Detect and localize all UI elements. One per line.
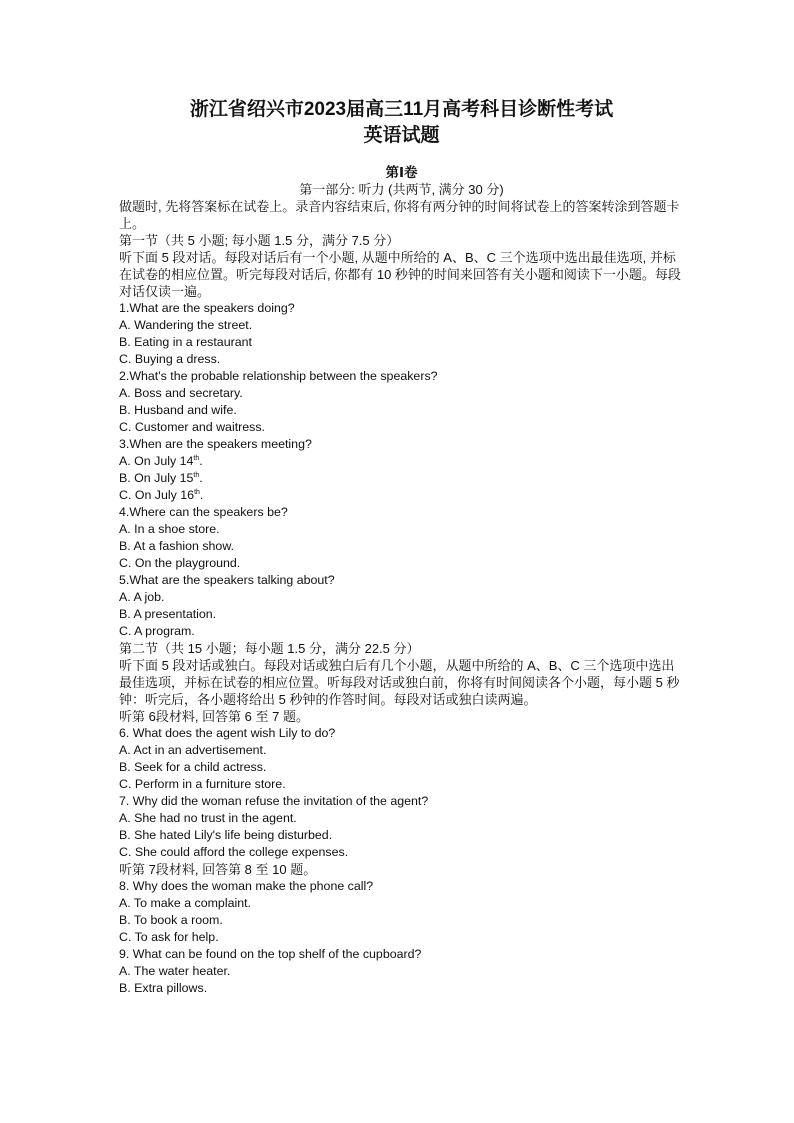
ordinal-suffix: th [194, 488, 200, 496]
option-b: B. Eating in a restaurant [119, 335, 252, 349]
option-c [119, 487, 684, 504]
volume-label: 第Ⅰ卷 [385, 165, 418, 180]
option-a [119, 453, 684, 470]
question-stem: 5.What are the speakers talking about? [119, 573, 335, 587]
option-end: . [199, 488, 204, 502]
question-stem: 2.What's the probable relationship between the speakers? [119, 369, 438, 383]
question-stem: 3.When are the speakers meeting? [119, 437, 312, 451]
option-end: . [199, 454, 203, 468]
section-one-instructions: 听下面 5 段对话。每段对话后有一个小题, 从题中所给的 A、B、C 三个选项中选出最佳选项, 并标在试卷的相应位置。听完每段对话后, 你都有 10 秒钟的时间来回答有关小题和阅读下一小题。每段对话仅读一遍。 [119, 250, 681, 299]
option-b: B. Extra pillows. [119, 981, 208, 995]
option-b-text: B. On July 15 [119, 471, 194, 485]
option-b: B. At a fashion show. [119, 539, 235, 553]
option-a: A. Act in an advertisement. [119, 743, 267, 757]
option-b: B. To book a room. [119, 913, 223, 927]
option-a: A. Boss and secretary. [119, 386, 243, 400]
title-block [119, 97, 684, 149]
question-stem: 1.What are the speakers doing? [119, 301, 295, 315]
option-a: A. In a shoe store. [119, 522, 220, 536]
question-stem: 8. Why does the woman make the phone call? [119, 879, 374, 893]
option-c: C. A program. [119, 624, 195, 638]
option-a: A. The water heater. [119, 964, 231, 978]
option-a: A. A job. [119, 590, 165, 604]
option-c: C. Buying a dress. [119, 352, 221, 366]
option-b: B. She hated Lily's life being disturbed. [119, 828, 333, 842]
option-c-text: C. On July 16 [119, 488, 195, 502]
question-stem: 7. Why did the woman refuse the invitation of the agent? [119, 794, 429, 808]
question-stem: 6. What does the agent wish Lily to do? [119, 726, 336, 740]
option-a-text: A. On July 14 [119, 454, 194, 468]
option-c: C. On the playground. [119, 556, 241, 570]
ordinal-suffix: th [193, 471, 200, 479]
option-b [119, 470, 684, 487]
question-6 [119, 725, 684, 793]
question-7 [119, 793, 684, 861]
material-6-instruction: 听第 6段材料, 回答第 6 至 7 题。 [119, 709, 309, 724]
question-stem: 9. What can be found on the top shelf of the cupboard? [119, 947, 422, 961]
question-8 [119, 878, 684, 946]
section-two-title: 第二节（共 15 小题；每小题 1.5 分，满分 22.5 分） [119, 641, 420, 656]
question-3 [119, 436, 684, 504]
question-5 [119, 572, 684, 640]
material-7-instruction: 听第 7段材料, 回答第 8 至 10 题。 [119, 862, 317, 877]
option-end: . [199, 471, 203, 485]
option-a: A. Wandering the street. [119, 318, 253, 332]
option-c: C. Perform in a furniture store. [119, 777, 286, 791]
question-2 [119, 368, 684, 436]
general-instructions: 做题时, 先将答案标在试卷上。录音内容结束后, 你将有两分钟的时间将试卷上的答案转涂到答题卡上。 [119, 199, 680, 231]
option-a: A. To make a complaint. [119, 896, 252, 910]
option-c: C. She could afford the college expenses. [119, 845, 349, 859]
part-one-heading: 第一部分: 听力 (共两节, 满分 30 分) [299, 182, 504, 197]
exam-title: 浙江省绍兴市2023届高三11月高考科目诊断性考试 [189, 99, 614, 120]
option-a: A. She had no trust in the agent. [119, 811, 297, 825]
question-9 [119, 946, 684, 997]
option-c: C. To ask for help. [119, 930, 219, 944]
ordinal-suffix: th [193, 454, 200, 462]
question-stem: 4.Where can the speakers be? [119, 505, 288, 519]
section-one-title: 第一节（共 5 小题; 每小题 1.5 分，满分 7.5 分） [119, 233, 400, 248]
option-c: C. Customer and waitress. [119, 420, 265, 434]
option-b: B. Husband and wife. [119, 403, 237, 417]
exam-subtitle: 英语试题 [363, 125, 440, 146]
question-4 [119, 504, 684, 572]
question-1 [119, 300, 684, 368]
option-b: B. Seek for a child actress. [119, 760, 267, 774]
option-b: B. A presentation. [119, 607, 217, 621]
section-two-instructions: 听下面 5 段对话或独白。每段对话或独白后有几个小题，从题中所给的 A、B、C 三个选项中选出最佳选项，并标在试卷的相应位置。听每段对话或独白前，你将有时间阅读各个小题，每小题 5 秒钟：听完后，各小题将给出 5 秒钟的作答时间。每段对话或独白读两遍。 [119, 658, 680, 707]
